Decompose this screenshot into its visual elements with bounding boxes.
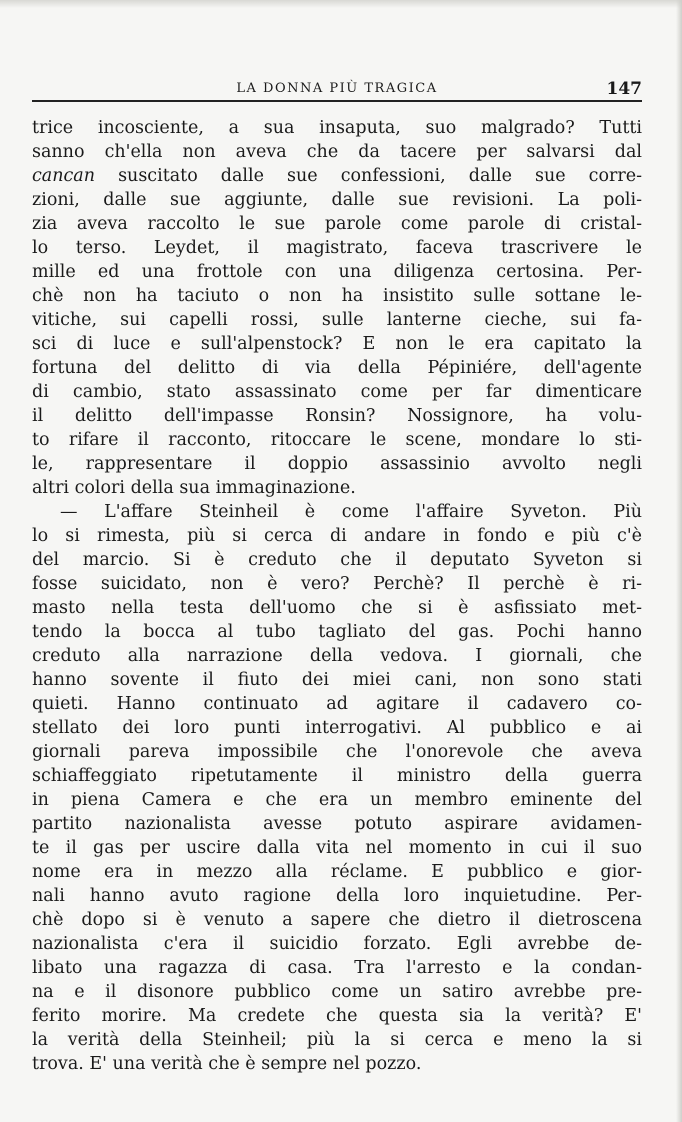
text-line: nome era in mezzo alla réclame. E pubblico e gior- — [32, 862, 642, 882]
text-line: zioni, dalle sue aggiunte, dalle sue revisioni. La poli- — [32, 190, 642, 210]
text-line: chè dopo si è venuto a sapere che dietro il dietroscena — [32, 910, 642, 930]
text-line: la verità della Steinheil; più la si cerca e meno la si — [32, 1030, 642, 1050]
paragraph-end-line: trova. E' una verità che è sempre nel pozzo. — [32, 1054, 422, 1074]
scan-edge-right — [676, 0, 682, 1122]
text-line: in piena Camera e che era un membro eminente del — [32, 790, 642, 810]
header-rule — [32, 100, 642, 102]
text-line: il delitto dell'impasse Ronsin? Nossignore, ha volu- — [32, 406, 642, 426]
text-line: na e il disonore pubblico come un satiro avrebbe pre- — [32, 982, 642, 1002]
text-line: sanno ch'ella non aveva che da tacere per salvarsi dal — [32, 142, 642, 162]
body-text — [32, 116, 642, 1076]
text-line: trice incosciente, a sua insaputa, suo malgrado? Tutti — [32, 118, 642, 138]
text-line: sci di luce e sull'alpenstock? E non le era capitato la — [32, 334, 642, 354]
text-line: partito nazionalista avesse potuto aspirare avidamen- — [32, 814, 642, 834]
text-line: zia aveva raccolto le sue parole come parole di cristal- — [32, 214, 642, 234]
text-line: giornali pareva impossibile che l'onorevole che aveva — [32, 742, 642, 762]
text-line: tendo la bocca al tubo tagliato del gas. Pochi hanno — [32, 622, 642, 642]
running-title: LA DONNA PIÙ TRAGICA — [236, 81, 438, 96]
text-line: te il gas per uscire dalla vita nel momento in cui il suo — [32, 838, 642, 858]
running-head — [32, 78, 642, 100]
text-line: cancan suscitato dalle sue confessioni, dalle sue corre- — [32, 166, 642, 186]
paragraph-start-line: — L'affare Steinheil è come l'affaire Syveton. Più — [60, 502, 642, 522]
text-line: fortuna del delitto di via della Pépiniére, dell'agente — [32, 358, 642, 378]
text-line: le, rappresentare il doppio assassinio avvolto negli — [32, 454, 642, 474]
scan-edge-top — [0, 0, 682, 8]
text-line: quieti. Hanno continuato ad agitare il cadavero co- — [32, 694, 642, 714]
text-line: stellato dei loro punti interrogativi. Al pubblico e ai — [32, 718, 642, 738]
text-line: di cambio, stato assassinato come per far dimenticare — [32, 382, 642, 402]
text-line: fosse suicidato, non è vero? Perchè? Il perchè è ri- — [32, 574, 642, 594]
text-line: vitiche, sui capelli rossi, sulle lanterne cieche, sui fa- — [32, 310, 642, 330]
paragraph-end-line: altri colori della sua immaginazione. — [32, 478, 356, 498]
text-line: chè non ha taciuto o non ha insistito sulle sottane le- — [32, 286, 642, 306]
text-line: lo terso. Leydet, il magistrato, faceva trascrivere le — [32, 238, 642, 258]
page-number: 147 — [606, 79, 642, 99]
text-line: lo si rimesta, più si cerca di andare in fondo e più c'è — [32, 526, 642, 546]
text-line: libato una ragazza di casa. Tra l'arresto e la condan- — [32, 958, 642, 978]
italic-word: cancan — [32, 166, 96, 186]
text-line: hanno sovente il fiuto dei miei cani, non sono stati — [32, 670, 642, 690]
text-line: nazionalista c'era il suicidio forzato. Egli avrebbe de- — [32, 934, 642, 954]
text-line: schiaffeggiato ripetutamente il ministro della guerra — [32, 766, 642, 786]
text-line: creduto alla narrazione della vedova. I giornali, che — [32, 646, 642, 666]
text-line: mille ed una frottole con una diligenza certosina. Per- — [32, 262, 642, 282]
text-line: to rifare il racconto, ritoccare le scene, mondare lo sti- — [32, 430, 642, 450]
text-line: masto nella testa dell'uomo che si è asfissiato met- — [32, 598, 642, 618]
text-line: nali hanno avuto ragione della loro inquietudine. Per- — [32, 886, 642, 906]
text-line: ferito morire. Ma credete che questa sia la verità? E' — [32, 1006, 642, 1026]
text-line: del marcio. Si è creduto che il deputato Syveton si — [32, 550, 642, 570]
